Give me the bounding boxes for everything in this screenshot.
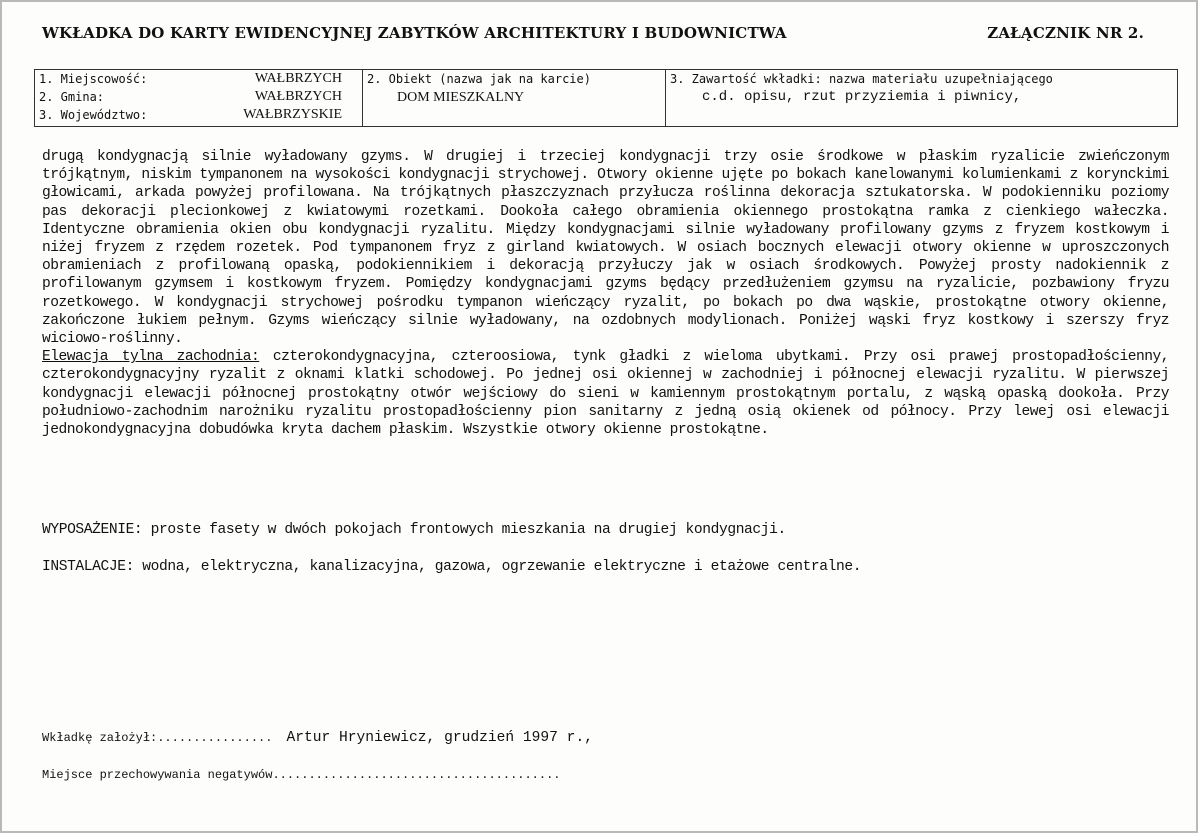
author-line (42, 730, 593, 746)
description-paragraph-west (42, 348, 1169, 439)
description-paragraph-front: drugą kondygnacją silnie wyładowany gzyms. W drugiej i trzeciej kondygnacji trzy osie środkowe w płaskim ryzalicie zwieńczonym trójkątnym, niskim tympanonem na wysokości kondygnacji strychowej. Otwory okienne ujęte po bokach kanelowanymi kolumienkami z korynckimi głowicami, arkada powyżej profilowana. Na trójkątnych płaszczyznach przyłucza roślinna dekoracja sztukatorska. W podokienniku poziomy pas dekoracji plecionkowej z kwiatowymi rozetkami. Dookoła całego obramienia okiennego prostokątna ramka z cienkiego wałeczka. Identyczne obramienia okien obu kondygnacji ryzalitu. Między kondygnacjami silnie wyładowany profilowany gzyms z fryzem kostkowym i niżej fryzem z rzędem rozetek. Pod tympanonem fryz z girland kwiatowych. W osiach bocznych elewacji otwory okienne w uproszczonych obramieniach z profilowaną opaską, podokiennikiem i dekoracją przyłuczy jak w osiach środkowych. Powyżej prosty nadokiennik z profilowanym gzymsem i kostkowym fryzem. Pomiędzy kondygnacjami gzyms będący przedłużeniem gzymsu na ryzalicie, pozbawiony fryzu rozetkowego. W kondygnacji strychowej pośrodku tympanon wieńczący ryzalit, po bokach po dwa wąskie, prostokątne otwory okienne, zakończone łukiem pełnym. Gzyms wieńczący silnie wyładowany, na ozdobnych modylionach. Poniżej wąski fryz kostkowy i szerszy fryz wiciowo-roślinny. (42, 149, 1169, 348)
installations-line: INSTALACJE: wodna, elektryczna, kanalizacyjna, gazowa, ogrzewanie elektryczne i etażowe centralne. (42, 559, 862, 575)
content-cell (666, 70, 1178, 127)
locality-value: WAŁBRZYCH (254, 71, 342, 86)
info-table (34, 69, 1178, 127)
locality-row (35, 70, 362, 88)
province-value: WAŁBRZYSKIE (243, 107, 342, 122)
commune-value: WAŁBRZYCH (254, 89, 342, 104)
author-value: Artur Hryniewicz, grudzień 1997 r., (286, 730, 593, 746)
province-label: 3. Województwo: (39, 108, 148, 122)
object-value: DOM MIESZKALNY (397, 90, 525, 105)
description-text (42, 148, 1169, 439)
equipment-line: WYPOSAŻENIE: proste fasety w dwóch pokojach frontowych mieszkania na drugiej kondygnacji. (42, 522, 786, 538)
object-label: 2. Obiekt (nazwa jak na karcie) (367, 72, 591, 86)
negatives-line (42, 768, 560, 782)
locality-label: 1. Miejscowość: (39, 72, 148, 86)
commune-label: 2. Gmina: (39, 90, 105, 104)
document-title: WKŁADKA DO KARTY EWIDENCYJNEJ ZABYTKÓW ARCHITEKTURY I BUDOWNICTWA (42, 24, 787, 42)
west-elevation-text: czterokondygnacyjna, czteroosiowa, tynk gładki z wieloma ubytkami. Przy osi prawej prostopadłościenny, czterokondygnacyjny ryzalit z oknami klatki schodowej. Po jednej osi okiennej w zachodniej i północnej elewacji ryzalitu. W pierwszej kondygnacji elewacji północnej prostokątny otwór wejściowy do sieni w kamiennym prostokątnym portalu, z wąską opaską dookoła. Przy południowo-zachodnim narożniku ryzalitu prostopadłościenny pion sanitarny z jedną osią okienek od północy. Przy lewej osi elewacji jednokondygnacyjna dobudówka kryta dachem płaskim. Wszystkie otwory okienne prostokątne. (42, 349, 1169, 439)
west-elevation-heading: Elewacja tylna zachodnia: (42, 349, 260, 366)
content-value: c.d. opisu, rzut przyziemia i piwnicy, (702, 89, 1022, 105)
object-cell (363, 70, 666, 127)
commune-row (35, 88, 362, 106)
negatives-label: Miejsce przechowywania negatywów........................................ (42, 768, 561, 782)
content-label: 3. Zawartość wkładki: nazwa materiału uzupełniającego (670, 72, 1053, 86)
attachment-number: ZAŁĄCZNIK NR 2. (987, 24, 1144, 42)
province-row (35, 106, 362, 124)
author-label: Wkładkę założył:................ (42, 731, 273, 745)
location-cell (35, 70, 363, 127)
document-header (42, 24, 1144, 42)
